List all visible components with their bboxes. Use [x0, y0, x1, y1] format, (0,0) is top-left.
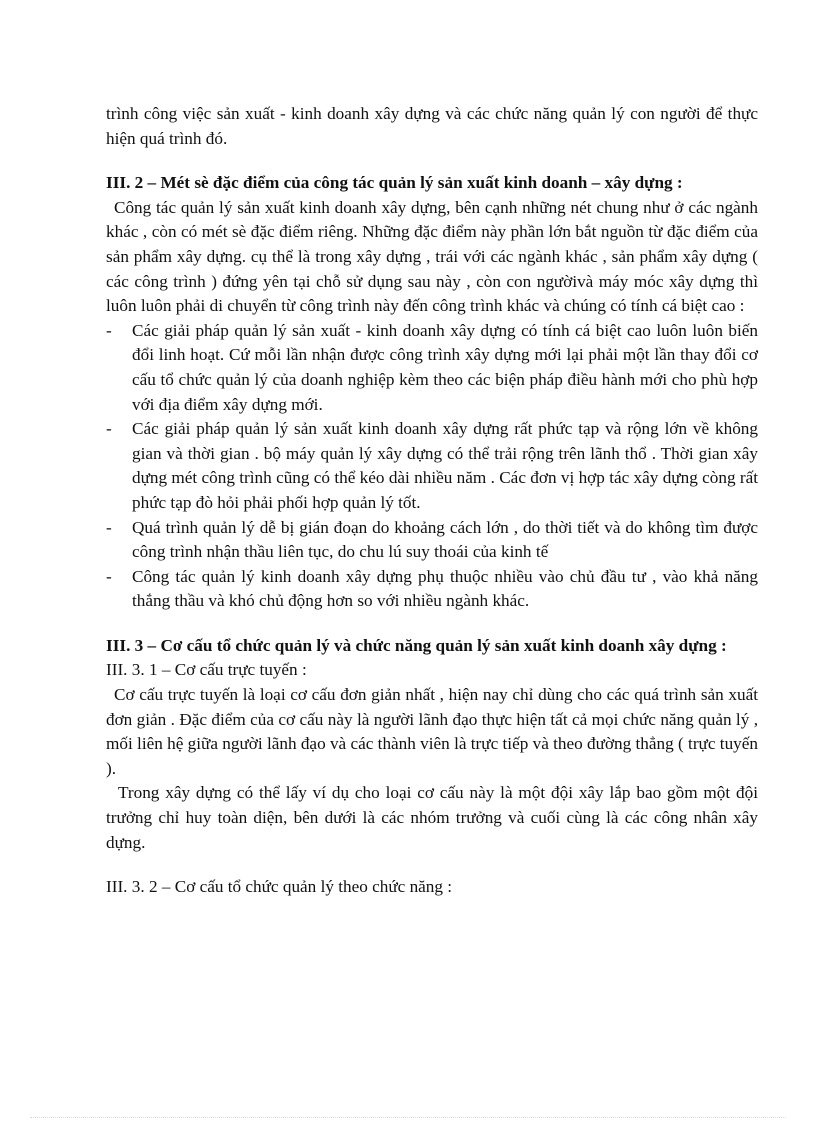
dash-marker: - — [106, 566, 112, 586]
list-item-text: Các giải pháp quản lý sản xuất kinh doanh xây dựng rất phức tạp và rộng lớn về không gian và thời gian . bộ máy quản lý xây dựng có thể trải rộng trên lãnh thổ . Thời gian xây dựng mét công trình cũng có thể kéo dài nhiều năm . Các đơn vị hợp tác xây dựng còng rất phức tạp đò hỏi phải phối hợp quản lý tốt. — [132, 419, 758, 512]
dash-marker: - — [106, 517, 112, 537]
paragraph-3-3-1b: Trong xây dựng có thể lấy ví dụ cho loại cơ cấu này là một đội xây lắp bao gồm một đội trưởng chỉ huy toàn diện, bên dưới là các nhóm trưởng và cuối cùng là các công nhân xây dựng. — [106, 783, 758, 852]
paragraph-3-3-1a: Cơ cấu trực tuyến là loại cơ cấu đơn giản nhất , hiện nay chỉ dùng cho các quá trình sản xuất đơn giản . Đặc điểm của cơ cấu này là người lãnh đạo thực hiện tất cả mọi chức năng quản lý , mối liên hệ giữa người lãnh đạo và các thành viên là trực tiếp và theo đường thẳng ( trực tuyến ). — [106, 685, 758, 778]
document-page — [106, 102, 758, 900]
paragraph-3-2: Công tác quản lý sản xuất kinh doanh xây dựng, bên cạnh những nét chung như ở các ngành khác , còn có mét sè đặc điểm riêng. Những đặc điểm này phần lớn bắt nguồn từ đặc điểm của sản phẩm xây dựng. cụ thể là trong xây dựng , trái với các ngành khác , sản phẩm xây dựng ( các công trình ) đứng yên tại chỗ sử dụng sau này , còn con ngườivà máy móc xây dựng thì luôn luôn phải di chuyển từ công trình này đến công trình khác và chúng có tính cá biệt cao : — [106, 197, 758, 316]
paragraph-continuation: trình công việc sản xuất - kinh doanh xây dựng và các chức năng quản lý con người để thực hiện quá trình đó. — [106, 104, 758, 148]
list-item-text: Công tác quản lý kinh doanh xây dựng phụ thuộc nhiều vào chủ đầu tư , vào khả năng thắng thầu và khó chủ động hơn so với nhiều ngành khác. — [132, 566, 758, 611]
list-item — [106, 565, 758, 614]
page-bottom-divider — [30, 1117, 786, 1118]
list-item — [106, 417, 758, 515]
heading-3-2: III. 2 – Mét sè đặc điểm của công tác quản lý sản xuất kinh doanh – xây dựng : — [106, 173, 683, 193]
dash-marker: - — [106, 419, 112, 439]
list-item — [106, 319, 758, 417]
subheading-3-3-1: III. 3. 1 – Cơ cấu trực tuyến : — [106, 660, 307, 680]
heading-3-3: III. 3 – Cơ cấu tổ chức quản lý và chức năng quản lý sản xuất kinh doanh xây dựng : — [106, 635, 727, 655]
bullet-list — [106, 319, 758, 614]
subheading-3-3-2: III. 3. 2 – Cơ cấu tổ chức quản lý theo chức năng : — [106, 877, 453, 897]
list-item-text: Quá trình quản lý dễ bị gián đoạn do khoảng cách lớn , do thời tiết và do không tìm được công trình nhận thầu liên tục, do chu lú suy thoái của kinh tế — [132, 517, 758, 562]
list-item — [106, 516, 758, 565]
list-item-text: Các giải pháp quản lý sản xuất - kinh doanh xây dựng có tính cá biệt cao luôn luôn biến đổi linh hoạt. Cứ mỗi lần nhận được công trình xây dựng mới lại phải một lần thay đổi cơ cấu tổ chức quản lý của doanh nghiệp kèm theo các biện pháp điều hành mới cho phù hợp với địa điểm xây dựng mới. — [132, 320, 758, 414]
dash-marker: - — [106, 320, 112, 340]
